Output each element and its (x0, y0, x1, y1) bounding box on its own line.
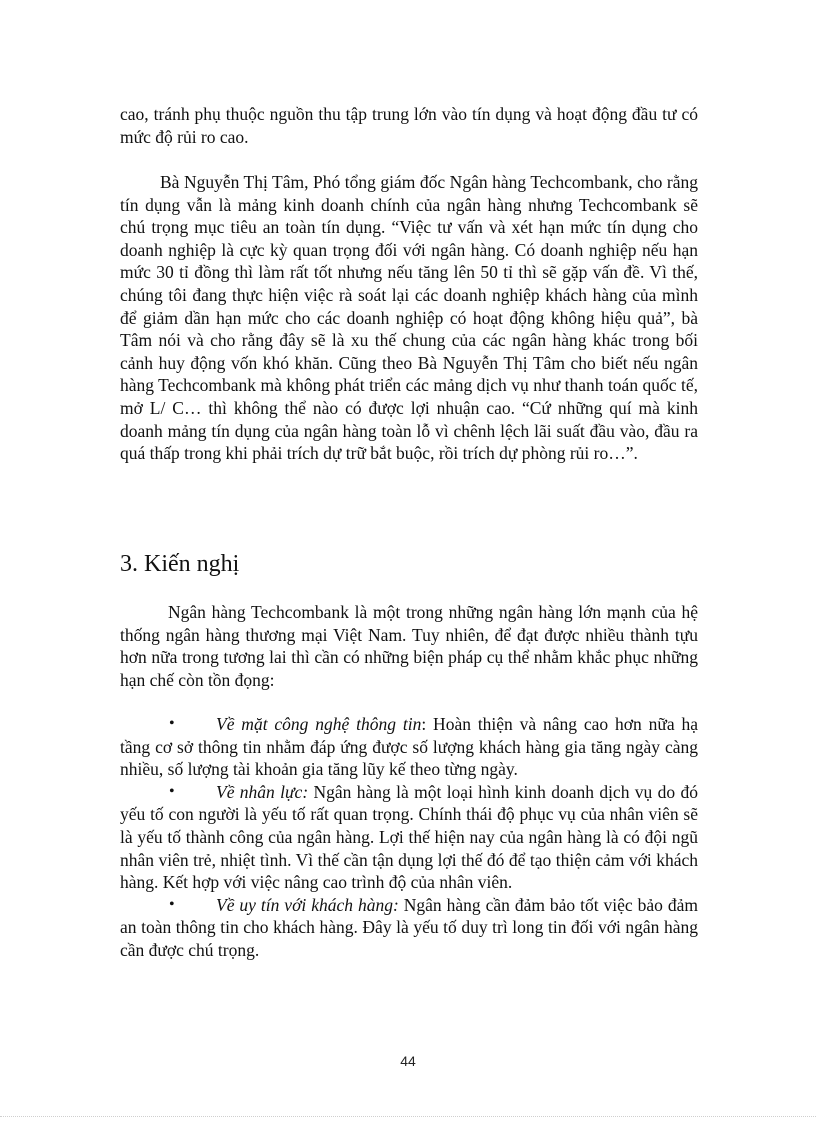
bullet-label: Về uy tín với khách hàng: (216, 894, 399, 915)
bullet-label: Về mặt công nghệ thông tin (216, 714, 422, 734)
page-divider (0, 1116, 816, 1117)
section-heading: 3. Kiến nghị (120, 551, 240, 577)
bullet-label: Về nhân lực: (216, 781, 309, 802)
paragraph-quote: Bà Nguyễn Thị Tâm, Phó tổng giám đốc Ngân hàng Techcombank, cho rằng tín dụng vẫn là mảng kinh doanh chính của ngân hàng nhưng Techcombank sẽ chú trọng mục tiêu an toàn tín dụng. “Việc tư vấn và xét hạn mức tín dụng cho doanh nghiệp là cực kỳ quan trọng đối với ngân hàng. Có doanh nghiệp nếu hạn mức 30 tỉ đồng thì làm rất tốt nhưng nếu tăng lên 50 tỉ thì sẽ gặp vấn đề. Vì thế, chúng tôi đang thực hiện việc rà soát lại các doanh nghiệp khách hàng của mình để giảm dần hạn mức cho các doanh nghiệp có hoạt động không hiệu quả”, bà Tâm nói và cho rằng đây sẽ là xu thế chung của các ngân hàng khác trong bối cảnh huy động vốn khó khăn. Cũng theo Bà Nguyễn Thị Tâm cho biết nếu ngân hàng Techcombank mà không phát triển các mảng dịch vụ như thanh toán quốc tế, mở L/ C… thì không thể nào có được lợi nhuận cao. “Cứ những quí mà kinh doanh mảng tín dụng của ngân hàng toàn lỗ vì chênh lệch lãi suất đầu vào, đầu ra quá thấp trong khi phải trích dự trữ bắt buộc, rồi trích dự phòng rủi ro…”. (120, 172, 698, 464)
list-item (120, 894, 698, 962)
bullet-text: Ngân hàng là một loại hình kinh doanh dịch vụ do đó yếu tố con người là yếu tố rất quan trọng. Chính thái độ phục vụ của nhân viên sẽ là yếu tố thành công của ngân hàng. Lợi thế hiện nay của ngân hàng là có đội ngũ nhân viên trẻ, nhiệt tình. Vì thế cần tận dụng lợi thế đó để tạo thiện cảm với khách hàng. Kết hợp với việc nâng cao trình độ của nhân viên. (120, 781, 699, 893)
bullet-icon: • (169, 782, 175, 800)
bullet-icon: • (169, 895, 175, 913)
list-item (120, 713, 698, 781)
list-item (120, 781, 698, 894)
bullet-text: Ngân hàng cần đảm bảo tốt việc bảo đảm an toàn thông tin cho khách hàng. Đây là yếu tố duy trì long tin đối với ngân hàng cần được chú trọng. (120, 894, 698, 960)
paragraph-intro: Ngân hàng Techcombank là một trong những ngân hàng lớn mạnh của hệ thống ngân hàng thương mại Việt Nam. Tuy nhiên, để đạt được nhiều thành tựu hơn nữa trong tương lai thì cần có những biện pháp cụ thể nhằm khắc phục những hạn chế còn tồn đọng: (120, 602, 698, 690)
recommendation-list (120, 713, 698, 962)
paragraph-continuation: cao, tránh phụ thuộc nguồn thu tập trung lớn vào tín dụng và hoạt động đầu tư có mức độ rủi ro cao. (120, 104, 698, 147)
bullet-icon: • (169, 715, 175, 732)
bullet-text: : Hoàn thiện và nâng cao hơn nữa hạ tầng cơ sở thông tin nhằm đáp ứng được số lượng khách hàng gia tăng ngày càng nhiều, số lượng tài khoản gia tăng lũy kế theo từng ngày. (120, 714, 699, 780)
page-number: 44 (400, 1053, 416, 1069)
